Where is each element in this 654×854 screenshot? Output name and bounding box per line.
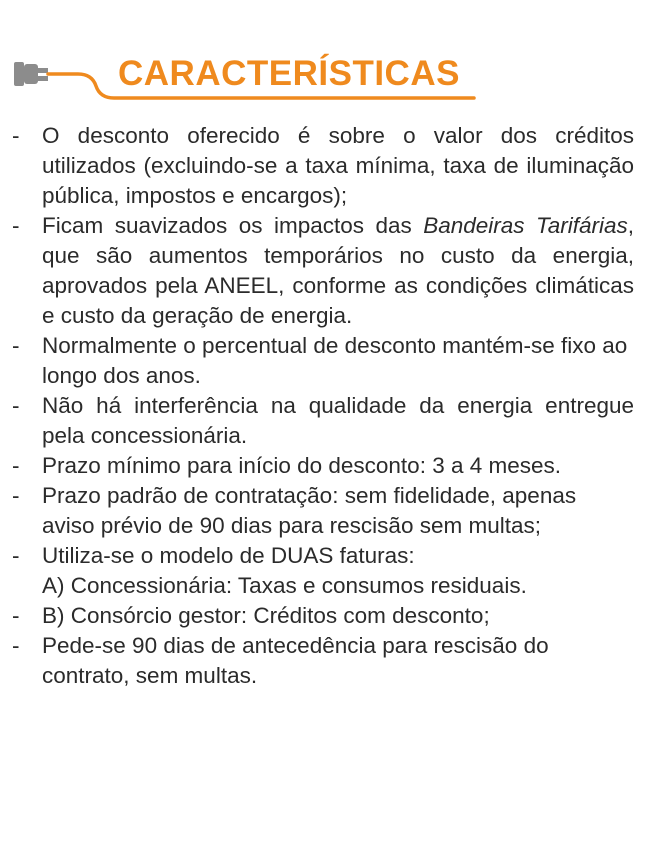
bullet-dash: - xyxy=(12,453,20,478)
bullet-dash: - xyxy=(12,393,20,418)
bullet-dash: - xyxy=(12,123,20,148)
characteristics-list xyxy=(10,121,634,691)
list-item-text-part: , que são aumentos temporários no custo da energia, aprovados pela ANEEL, conforme as condições climáticas e custo da geração de energia. xyxy=(42,213,634,328)
list-item xyxy=(10,541,634,571)
list-item-text: Prazo mínimo para início do desconto: 3 a 4 meses. xyxy=(42,453,562,478)
bullet-dash: - xyxy=(12,333,20,358)
list-item xyxy=(10,451,634,481)
list-item-text: Prazo padrão de contratação: sem fidelidade, apenas aviso prévio de 90 dias para rescisão sem multas; xyxy=(42,483,577,538)
list-item-text: Normalmente o percentual de desconto mantém-se fixo ao longo dos anos. xyxy=(42,333,628,388)
list-item-text: Não há interferência na qualidade da energia entregue pela concessionária. xyxy=(42,393,634,448)
bullet-dash: - xyxy=(12,633,20,658)
list-item-subline: A) Concessionária: Taxas e consumos residuais. xyxy=(42,573,527,598)
list-item xyxy=(10,601,634,631)
bullet-dash: - xyxy=(12,213,20,238)
section-header xyxy=(14,52,634,108)
list-item xyxy=(10,211,634,331)
list-item-text: Pede-se 90 dias de antecedência para rescisão do contrato, sem multas. xyxy=(42,633,549,688)
list-item xyxy=(10,481,634,541)
list-item xyxy=(10,331,634,391)
list-item xyxy=(10,631,634,691)
bullet-dash: - xyxy=(12,543,20,568)
list-item-text: O desconto oferecido é sobre o valor dos créditos utilizados (excluindo-se a taxa mínima, taxa de iluminação pública, impostos e encargos); xyxy=(42,123,634,208)
list-item-text: B) Consórcio gestor: Créditos com desconto; xyxy=(42,603,490,628)
list-item-text xyxy=(42,211,634,331)
bullet-dash: - xyxy=(12,603,20,628)
bullet-dash: - xyxy=(12,483,20,508)
list-item xyxy=(10,121,634,211)
list-item-text: Utiliza-se o modelo de DUAS faturas: xyxy=(42,543,415,568)
page-title: CARACTERÍSTICAS xyxy=(118,54,460,93)
list-item xyxy=(10,391,634,451)
list-item-emphasis: Bandeiras Tarifárias xyxy=(423,213,628,238)
list-item-text-part: Ficam suavizados os impactos das xyxy=(42,213,424,238)
